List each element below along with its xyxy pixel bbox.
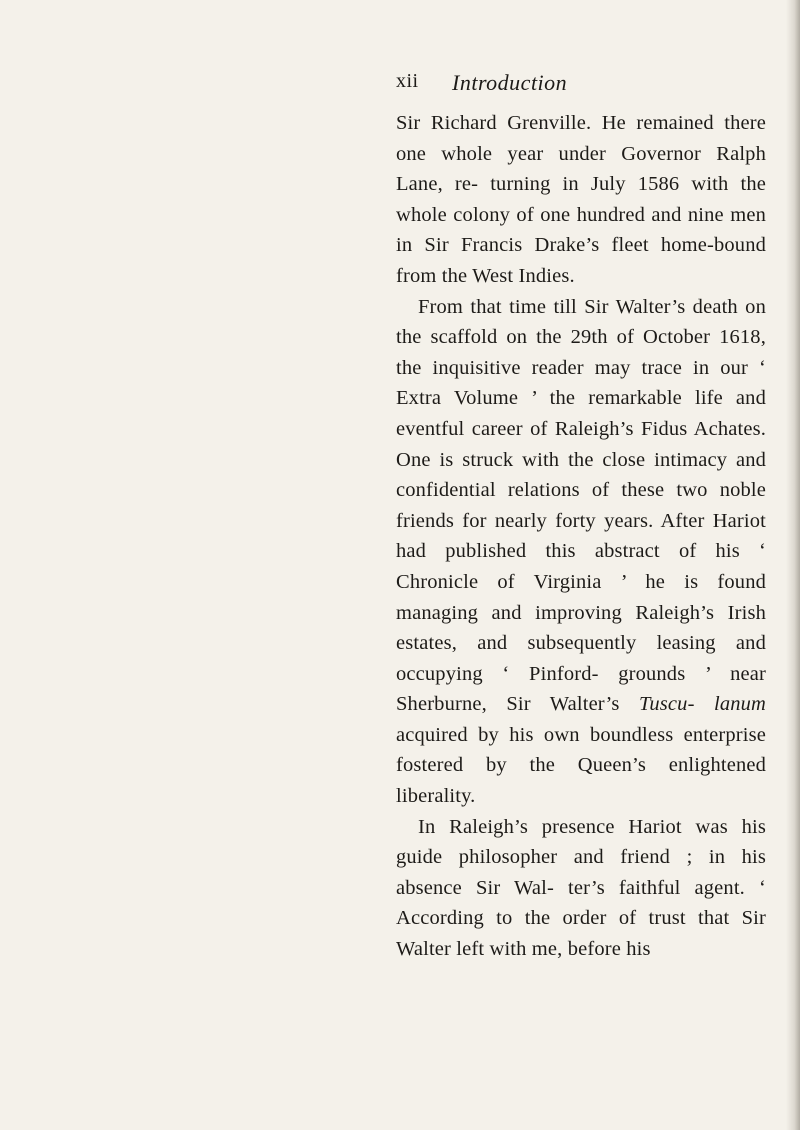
paragraph-2-end: acquired by his own boundless enterprise fostered by the Queen’s enlightened liberality.: [396, 723, 766, 808]
paragraph-3: In Raleigh’s presence Hariot was his guide philosopher and friend ; in his absence Sir Wal- ter’s faithful agent. ‘ According to the order of trust that Sir Walter left with me, before his: [396, 815, 766, 961]
running-title: Introduction: [452, 70, 568, 95]
paragraph-2: [396, 292, 766, 812]
page-number: xii: [396, 70, 419, 92]
paragraph-1: Sir Richard Grenville. He remained there one whole year under Governor Ralph Lane, re- turning in July 1586 with the whole colony of one hundred and nine men in Sir Francis Drake’s fleet home-bound from the West Indies.: [396, 112, 766, 287]
body-text: [396, 108, 766, 965]
paragraph-2-text: From that time till Sir Walter’s death on the scaffold on the 29th of October 1618, the inquisitive reader may trace in our ‘ Extra Volume ’ the remarkable life and eventful career of Raleigh’s Fidus Achates. One is struck with the close intimacy and confidential relations of these two noble friends for nearly forty years. After Hariot had published this abstract of his ‘ Chronicle of Virginia ’ he is found managing and improving Raleigh’s Irish estates, and subsequently leasing and occupying ‘ Pinford- grounds ’ near Sherburne, Sir Walter’s: [396, 295, 766, 716]
page-edge-shadow: [786, 0, 800, 1130]
paragraph-2-italic: Tuscu- lanum: [638, 693, 766, 716]
